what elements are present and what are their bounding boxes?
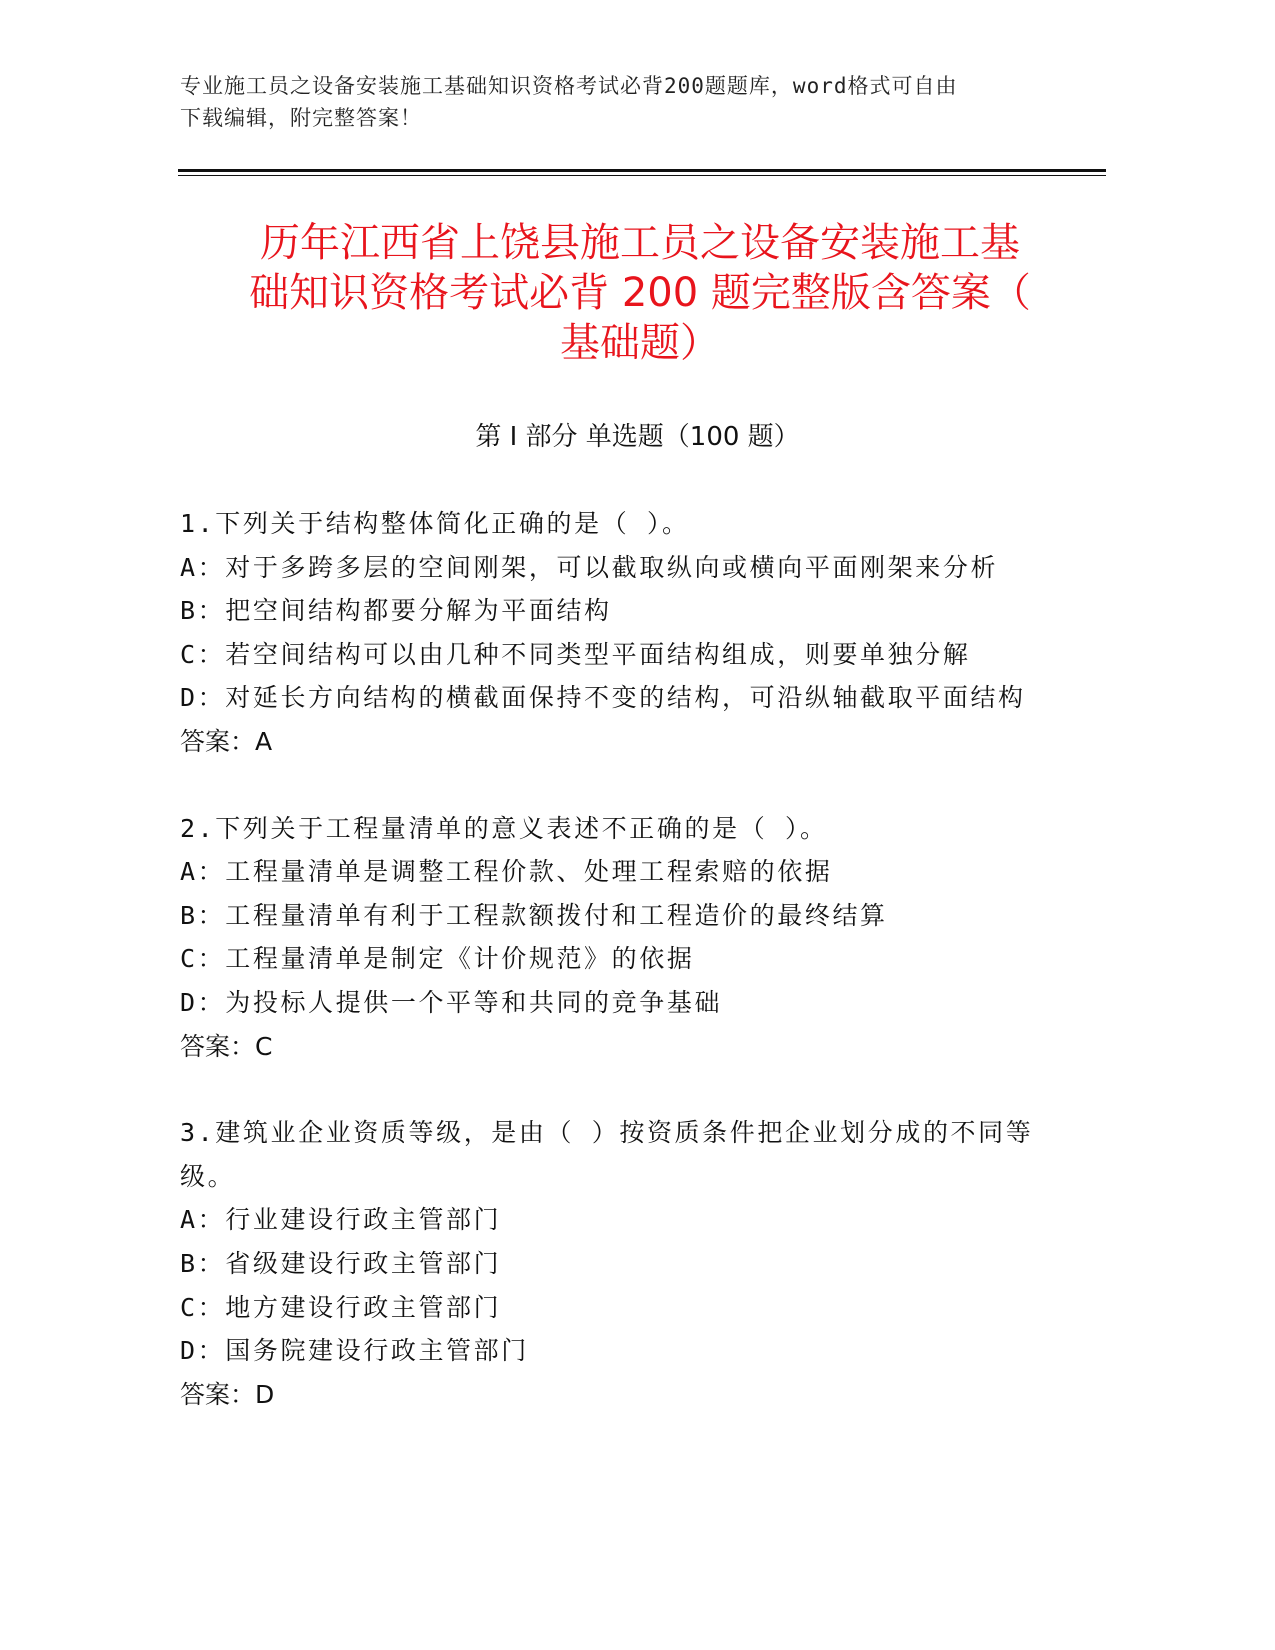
option-d: D：国务院建设行政主管部门 [180,1336,529,1366]
option-b: B：省级建设行政主管部门 [180,1248,502,1278]
question-3 [180,1111,1040,1416]
option-d: D：为投标人提供一个平等和共同的竞争基础 [180,987,723,1017]
option-c: C：工程量清单是制定《计价规范》的依据 [180,944,695,974]
option-b: B：把空间结构都要分解为平面结构 [180,596,612,626]
option-d: D：对延长方向结构的横截面保持不变的结构，可沿纵轴截取平面结构 [180,683,1026,713]
option-c: C：地方建设行政主管部门 [180,1292,502,1322]
header-line-2: 下载编辑，附完整答案！ [180,106,422,130]
question-2 [180,807,1040,1069]
answer: 答案：C [180,1031,273,1061]
title-line-2: 础知识资格考试必背 200 题完整版含答案（ [249,270,1031,316]
option-b: B：工程量清单有利于工程款额拨付和工程造价的最终结算 [180,900,888,930]
question-1 [180,502,1040,764]
answer: 答案：D [180,1379,275,1409]
option-c: C：若空间结构可以由几种不同类型平面结构组成，则要单独分解 [180,639,971,669]
question-stem: 1.下列关于结构整体简化正确的是（ ）。 [180,509,690,538]
option-a: A：行业建设行政主管部门 [180,1205,502,1235]
header-line-1: 专业施工员之设备安装施工基础知识资格考试必背200题题库，word格式可自由 [180,74,958,98]
header-rule-thin [178,175,1106,176]
section-heading: 第 I 部分 单选题（100 题） [475,422,800,452]
question-stem: 3.建筑业企业资质等级，是由（ ）按资质条件把企业划分成的不同等级。 [180,1118,1034,1191]
page-header [180,70,1110,134]
title-line-3: 基础题） [560,320,720,366]
answer: 答案：A [180,726,273,756]
option-a: A：工程量清单是调整工程价款、处理工程索赔的依据 [180,857,833,887]
title-line-1: 历年江西省上饶县施工员之设备安装施工基 [260,220,1020,266]
option-a: A：对于多跨多层的空间刚架，可以截取纵向或横向平面刚架来分析 [180,552,999,582]
document-title [180,218,1100,368]
question-stem: 2.下列关于工程量清单的意义表述不正确的是（ ）。 [180,813,828,843]
question-list [180,502,1040,1459]
header-rule-thick [178,169,1106,172]
